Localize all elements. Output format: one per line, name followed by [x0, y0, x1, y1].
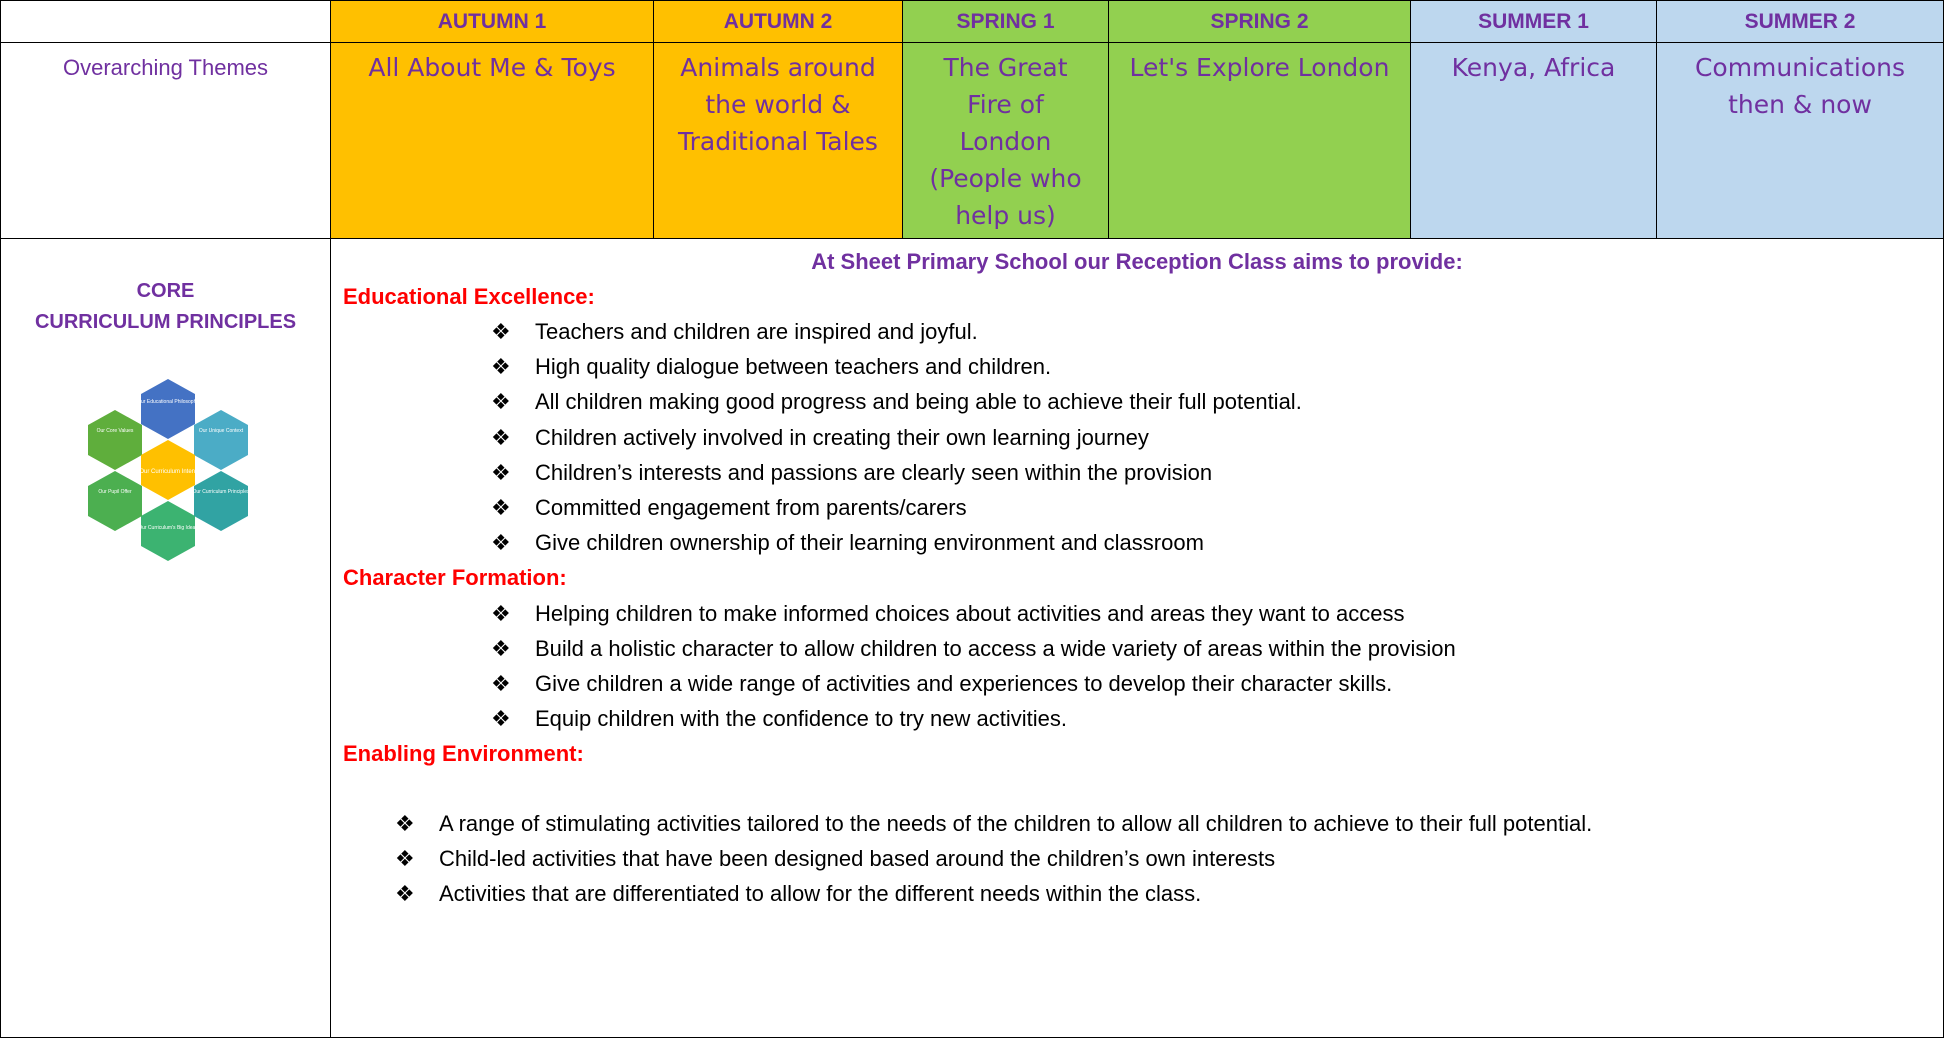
hex-unique-context-label: Our Unique Context [198, 428, 244, 434]
bullet-icon: ❖ [395, 846, 415, 871]
bullet-icon: ❖ [491, 495, 511, 520]
list-item [491, 354, 1051, 380]
hex-big-ideas [141, 501, 195, 561]
list-item-text: A range of stimulating activities tailored to the needs of the children to allow all children to achieve to their full potential. [439, 811, 1593, 836]
bullet-icon: ❖ [491, 636, 511, 661]
core-title [1, 276, 330, 338]
list-item-text: Children’s interests and passions are clearly seen within the provision [535, 460, 1213, 485]
list-item-text: Give children ownership of their learning environment and classroom [535, 530, 1204, 555]
list-item-text: Give children a wide range of activities and experiences to develop their character skills. [535, 671, 1393, 696]
bullet-icon: ❖ [491, 460, 511, 485]
aims-title: At Sheet Primary School our Reception Class aims to provide: [811, 249, 1463, 274]
list-item [491, 530, 1204, 556]
theme-summer-1: Kenya, Africa [1410, 42, 1657, 239]
list-item [395, 811, 1592, 837]
header-autumn-1: AUTUMN 1 [330, 0, 654, 43]
hex-educational-philosophy-label: Our Educational Philosophy [137, 399, 199, 405]
core-title-line2: CURRICULUM PRINCIPLES [34, 311, 297, 333]
header-autumn-2: AUTUMN 2 [653, 0, 903, 43]
hex-core-values [88, 410, 142, 470]
list-item [491, 495, 967, 521]
theme-spring-1: The Great Fire of London (People who help us) [902, 42, 1109, 239]
header-summer-2: SUMMER 2 [1656, 0, 1944, 43]
list-item-text: All children making good progress and being able to achieve their full potential. [535, 389, 1302, 414]
hex-curriculum-principles [194, 471, 248, 531]
hex-big-ideas-label: Our Curriculum's Big Ideas [138, 525, 198, 531]
list-item [491, 460, 1212, 486]
theme-autumn-2: Animals around the world & Traditional Tales [653, 42, 903, 239]
bullet-icon: ❖ [491, 706, 511, 731]
header-spring-2: SPRING 2 [1108, 0, 1411, 43]
list-item [491, 636, 1456, 662]
theme-autumn-1: All About Me & Toys [330, 42, 654, 239]
list-item [491, 389, 1302, 415]
list-item-text: Helping children to make informed choices about activities and areas they want to access [535, 601, 1405, 626]
theme-summer-2: Communications then & now [1656, 42, 1944, 239]
list-item-text: Committed engagement from parents/carers [535, 495, 967, 520]
hex-curriculum-intent-label: Our Curriculum Intent [139, 469, 197, 475]
section-title-educational-excellence: Educational Excellence: [343, 284, 595, 309]
bullet-icon: ❖ [491, 389, 511, 414]
list-item [395, 881, 1201, 907]
hex-pupil-offer-label: Our Pupil Offer [98, 489, 132, 495]
hex-unique-context [194, 410, 248, 470]
header-spring-1: SPRING 1 [902, 0, 1109, 43]
bullet-icon: ❖ [491, 354, 511, 379]
section-title-enabling-environment: Enabling Environment: [343, 741, 584, 766]
list-item-text: Activities that are differentiated to allow for the different needs within the class. [439, 881, 1202, 906]
bullet-icon: ❖ [395, 881, 415, 906]
hex-core-values-label: Our Core Values [96, 428, 134, 434]
corner-cell [0, 0, 331, 43]
list-item [491, 706, 1067, 732]
bullet-icon: ❖ [491, 601, 511, 626]
hex-curriculum-principles-label: Our Curriculum Principles [192, 489, 250, 495]
list-item [491, 671, 1392, 697]
list-item-text: Build a holistic character to allow children to access a wide variety of areas within the provision [535, 636, 1456, 661]
hex-educational-philosophy [141, 379, 195, 439]
core-title-line1: CORE [136, 280, 195, 302]
list-item-text: Equip children with the confidence to try new activities. [535, 706, 1067, 731]
list-item-text: Child-led activities that have been designed based around the children’s own interests [439, 846, 1276, 871]
curriculum-hexagon-diagram [73, 377, 263, 577]
list-item-text: High quality dialogue between teachers and children. [535, 354, 1052, 379]
list-item-text: Teachers and children are inspired and joyful. [535, 319, 978, 344]
bullet-icon: ❖ [491, 530, 511, 555]
list-item-text: Children actively involved in creating their own learning journey [535, 425, 1149, 450]
overarching-themes-label: Overarching Themes [0, 42, 331, 239]
bullet-icon: ❖ [491, 425, 511, 450]
list-item [395, 846, 1275, 872]
hex-pupil-offer [88, 471, 142, 531]
list-item [491, 601, 1404, 627]
theme-spring-2: Let's Explore London [1108, 42, 1411, 239]
section-title-character-formation: Character Formation: [343, 565, 567, 590]
bullet-icon: ❖ [491, 319, 511, 344]
bullet-icon: ❖ [395, 811, 415, 836]
header-summer-1: SUMMER 1 [1410, 0, 1657, 43]
aims-cell [330, 238, 1944, 1038]
bullet-icon: ❖ [491, 671, 511, 696]
core-principles-cell [0, 238, 331, 1038]
list-item [491, 425, 1149, 451]
list-item [491, 319, 978, 345]
